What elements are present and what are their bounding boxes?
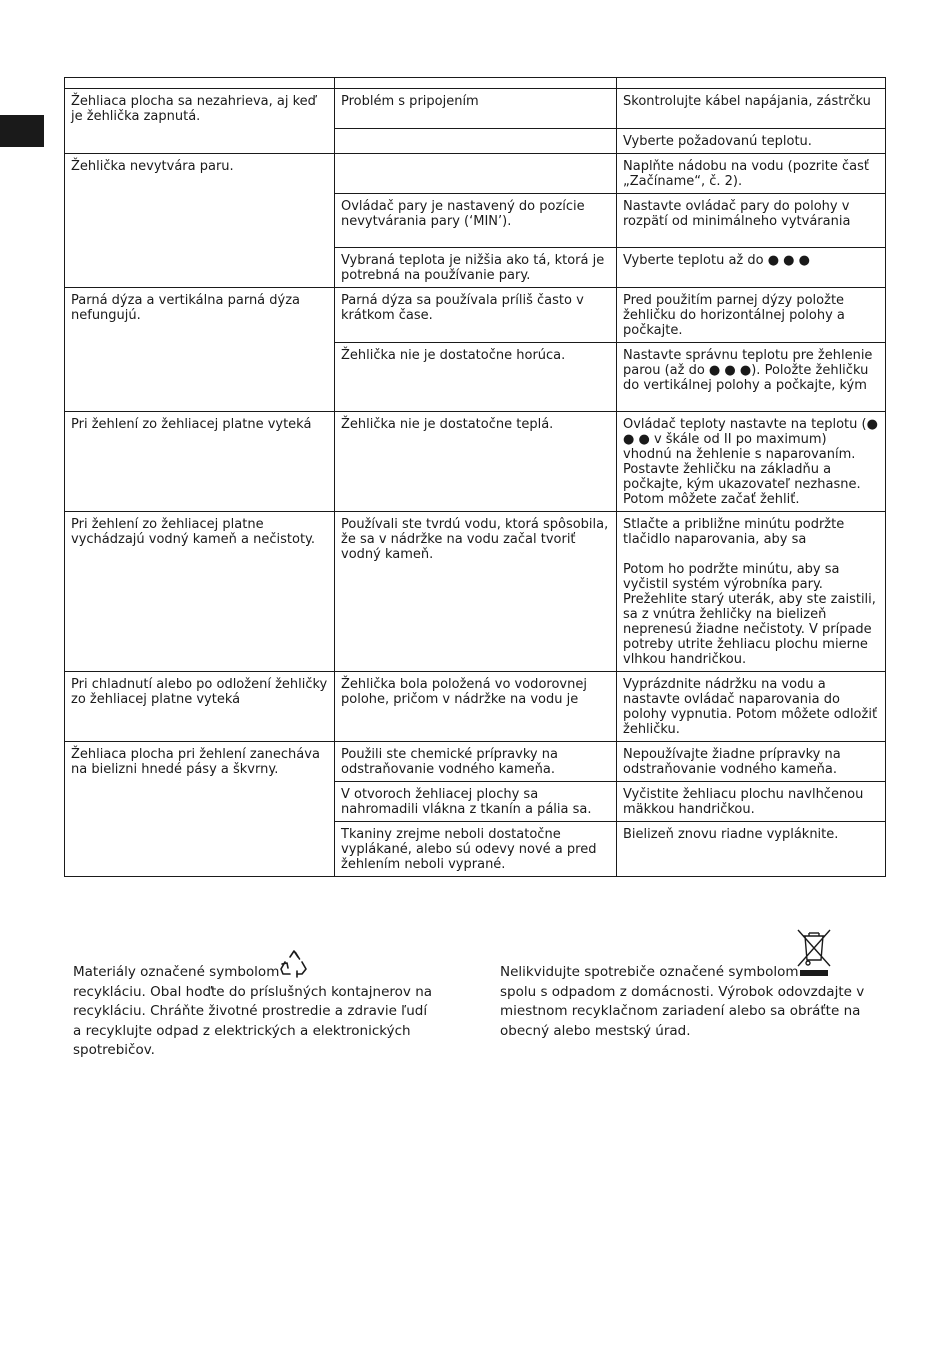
table-row [65,154,886,194]
table-row [65,288,886,343]
recycle-icon [278,948,310,980]
table-header-row [65,78,886,89]
solution-cell: Nastavte správnu teplotu pre žehlenie parou (až do ● ● ●). Položte žehličku do vertikálnej polohy a počkajte, kým [617,343,886,412]
cause-cell: Parná dýza sa používala príliš často v krátkom čase. [335,288,617,343]
solution-cell: Vyčistite žehliacu plochu navlhčenou mäkkou handričkou. [617,782,886,822]
problem-cell: Žehlička nevytvára paru. [65,154,335,288]
language-tab [0,115,44,147]
problem-cell: Parná dýza a vertikálna parná dýza nefungujú. [65,288,335,412]
recycling-note-body: recykláciu. Obal hoďte do príslušných kontajnerov na recykláciu. Chráňte životné prostredie a zdravie ľudí a recyklujte odpad z elektrických a elektronických spotrebičov. [73,983,433,1058]
table-row [65,412,886,512]
solution-cell: Pred použitím parnej dýzy položte žehličku do horizontálnej polohy a počkajte. [617,288,886,343]
solution-cell: Skontrolujte kábel napájania, zástrčku [617,89,886,129]
solution-cell: Stlačte a približne minútu podržte tlačidlo naparovania, aby sa Potom ho podržte minútu, aby sa vyčistil systém výrobníka pary. Prežehlite starý uterák, aby ste zaistili, sa z vnútra žehličky na bielizeň neprenesú žiadne nečistoty. V prípade potreby utrite žehliacu plochu mierne vlhkou handričkou. [617,512,886,672]
cause-cell: Žehlička nie je dostatočne horúca. [335,343,617,412]
cause-cell: Použili ste chemické prípravky na odstraňovanie vodného kameňa. [335,742,617,782]
troubleshooting-table [64,77,886,877]
solution-cell: Vyberte teplotu až do ● ● ● [617,248,886,288]
cause-cell: Tkaniny zrejme neboli dostatočne vyplákané, alebo sú odevy nové a pred žehlením neboli vyprané. [335,822,617,877]
cause-cell: Žehlička nie je dostatočne teplá. [335,412,617,512]
cause-cell: Vybraná teplota je nižšia ako tá, ktorá je potrebná na používanie pary. [335,248,617,288]
recycling-note-line-1: Materiály označené symbolom [73,964,280,980]
solution-cell: Vyprázdnite nádržku na vodu a nastavte ovládač naparovania do polohy vypnutia. Potom môžete odložiť žehličku. [617,672,886,742]
header-cell-problem [65,78,335,89]
cause-cell: Používali ste tvrdú vodu, ktorá spôsobila, že sa v nádržke na vodu začal tvoriť vodný kameň. [335,512,617,672]
problem-cell: Žehliaca plocha pri žehlení zanecháva na bielizni hnedé pásy a škvrny. [65,742,335,877]
cause-cell: V otvoroch žehliacej plochy sa nahromadili vlákna z tkanín a pália sa. [335,782,617,822]
solution-cell: Vyberte požadovanú teplotu. [617,129,886,154]
disposal-note-line-1: Nelikvidujte spotrebiče označené symbolom [500,964,799,980]
solution-cell: Naplňte nádobu na vodu (pozrite časť „Začíname“, č. 2). [617,154,886,194]
problem-cell: Pri chladnutí alebo po odložení žehličky zo žehliacej platne vyteká [65,672,335,742]
table-row [65,512,886,672]
problem-cell: Žehliaca plocha sa nezahrieva, aj keď je žehlička zapnutá. [65,89,335,154]
solution-cell: Nastavte ovládač pary do polohy v rozpätí od minimálneho vytvárania [617,194,886,248]
cause-cell: Ovládač pary je nastavený do pozície nevytvárania pary (‘MIN’). [335,194,617,248]
disposal-note-body: spolu s odpadom z domácnosti. Výrobok odovzdajte v miestnom recyklačnom zariadení alebo sa obráťte na obecný alebo mestský úrad. [500,983,865,1039]
problem-cell: Pri žehlení zo žehliacej platne vyteká [65,412,335,512]
header-cell-cause [335,78,617,89]
header-cell-solution [617,78,886,89]
solution-cell: Ovládač teploty nastavte na teplotu (● ● ● v škále od II po maximum) vhodnú na žehlenie s naparovaním. Postavte žehličku na základňu a počkajte, kým ukazovateľ nezhasne. Potom môžete začať žehliť. [617,412,886,512]
crossed-out-bin-icon [796,928,832,980]
cause-cell: Problém s pripojením [335,89,617,129]
table-row [65,672,886,742]
cause-cell: Žehlička bola položená vo vodorovnej polohe, pričom v nádržke na vodu je [335,672,617,742]
problem-cell: Pri žehlení zo žehliacej platne vychádzajú vodný kameň a nečistoty. [65,512,335,672]
solution-cell: Nepoužívajte žiadne prípravky na odstraňovanie vodného kameňa. [617,742,886,782]
table-row [65,89,886,129]
solution-cell: Bielizeň znovu riadne vypláknite. [617,822,886,877]
table-row [65,742,886,782]
cause-cell [335,129,617,154]
recycling-note [73,963,433,1061]
cause-cell [335,154,617,194]
